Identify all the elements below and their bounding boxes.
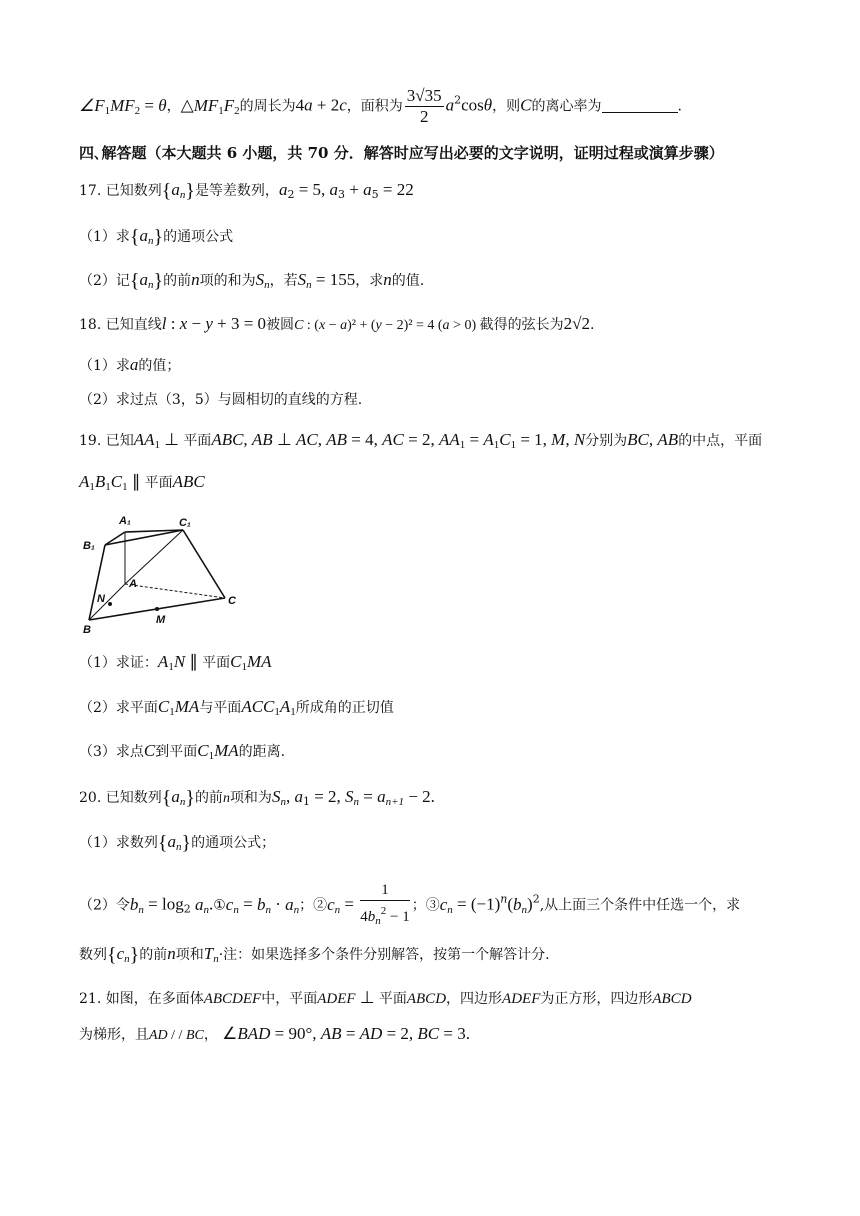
- label-a: A: [129, 578, 137, 590]
- label-b: B: [83, 624, 91, 635]
- q21-stem: 21. 如图，在多面体ABCDEF中，平面ADEF ⊥ 平面ABCD，四边形ADEF为正方形，四边形ABCD: [79, 988, 692, 1007]
- q19-stem-line2: $A_1B_1C_1$ ∥ 平面ABC: [79, 472, 205, 493]
- q19-part2: （2）求平面$C_1MA$与平面$ACC_1A_1$所成角的正切值: [79, 697, 394, 718]
- q18-part2: （2）求过点（3，5）与圆相切的直线的方程.: [79, 392, 363, 408]
- polyhedron-figure: [80, 510, 260, 635]
- q20-stem: 20. 已知数列{an}的前n项和为Sn, $a_1 = 2$, Sn = an+1 − 2.: [79, 787, 435, 809]
- label-m: M: [156, 614, 166, 626]
- q19-part3: （3）求点C到平面$C_1MA$的距离.: [79, 741, 286, 762]
- edge-b1b: [89, 545, 105, 620]
- edge-ac: [125, 584, 225, 598]
- q17-part1: （1）求{an}的通项公式: [79, 226, 234, 248]
- q18-stem: 18. 已知直线l : x − y + 3 = 0被圆C : (x − a)² + (y − 2)² = 4 (a > 0) 截得的弦长为2√2.: [79, 314, 595, 333]
- label-c1: C₁: [179, 517, 191, 529]
- q20-part1: （1）求数列{an}的通项公式；: [79, 832, 276, 854]
- label-c: C: [228, 595, 236, 607]
- answer-blank: [602, 98, 678, 113]
- edge-c1a: [125, 530, 183, 584]
- q20-part2: （2）令bn = $\log_2$ an.①cn = bn · an；②cn = $\frac{1}{4b_n^2 - 1}$ ；③cn = $(-1)^n(bn)^2$,从上面三个条件中任选一个，求: [79, 882, 741, 927]
- label-a1: A₁: [119, 515, 131, 527]
- q17-part2: （2）记{an}的前n项的和为Sn，若Sn = 155，求n的值.: [79, 270, 425, 292]
- point-n: [108, 602, 112, 606]
- section-heading: 四､解答题（本大题共 6 小题，共 70 分．解答时应写出必要的文字说明，证明过程或演算步骤）: [79, 144, 724, 162]
- point-m: [155, 607, 159, 611]
- q21-stem-line2: 为梯形，且AD / / BC， ∠BAD = 90°, AB = AD = 2, BC = 3.: [79, 1024, 470, 1043]
- q19-stem: 19. 已知$AA_1$ ⊥ 平面ABC, AB ⊥ AC, AB = 4, AC = 2, $AA_1 = A_1C_1 = 1$, M, N分别为BC, AB的中点，平面: [79, 430, 763, 451]
- edge-c1c: [183, 530, 225, 598]
- top-line: $\angle F_1MF_2 = \theta$，$\triangle MF_1F_2$的周长为4a + 2c，面积为 $\frac{3√35}{2}$ $a^2\cos\theta$，则C的离心率为 .: [79, 86, 682, 126]
- q20-part2-line2: 数列{cn}的前n项和Tn·注：如果选择多个条件分别解答，按第一个解答计分.: [79, 944, 550, 966]
- label-b1: B₁: [83, 540, 95, 552]
- q17-stem: 17. 已知数列{an}是等差数列，$a_2 = 5$, $a_3 + a_5 = 22$: [79, 180, 414, 202]
- label-n: N: [97, 593, 105, 605]
- q18-part1: （1）求a的值；: [79, 355, 181, 374]
- q19-part1: （1）求证：$A_1N$ ∥ 平面$C_1MA$: [79, 652, 272, 673]
